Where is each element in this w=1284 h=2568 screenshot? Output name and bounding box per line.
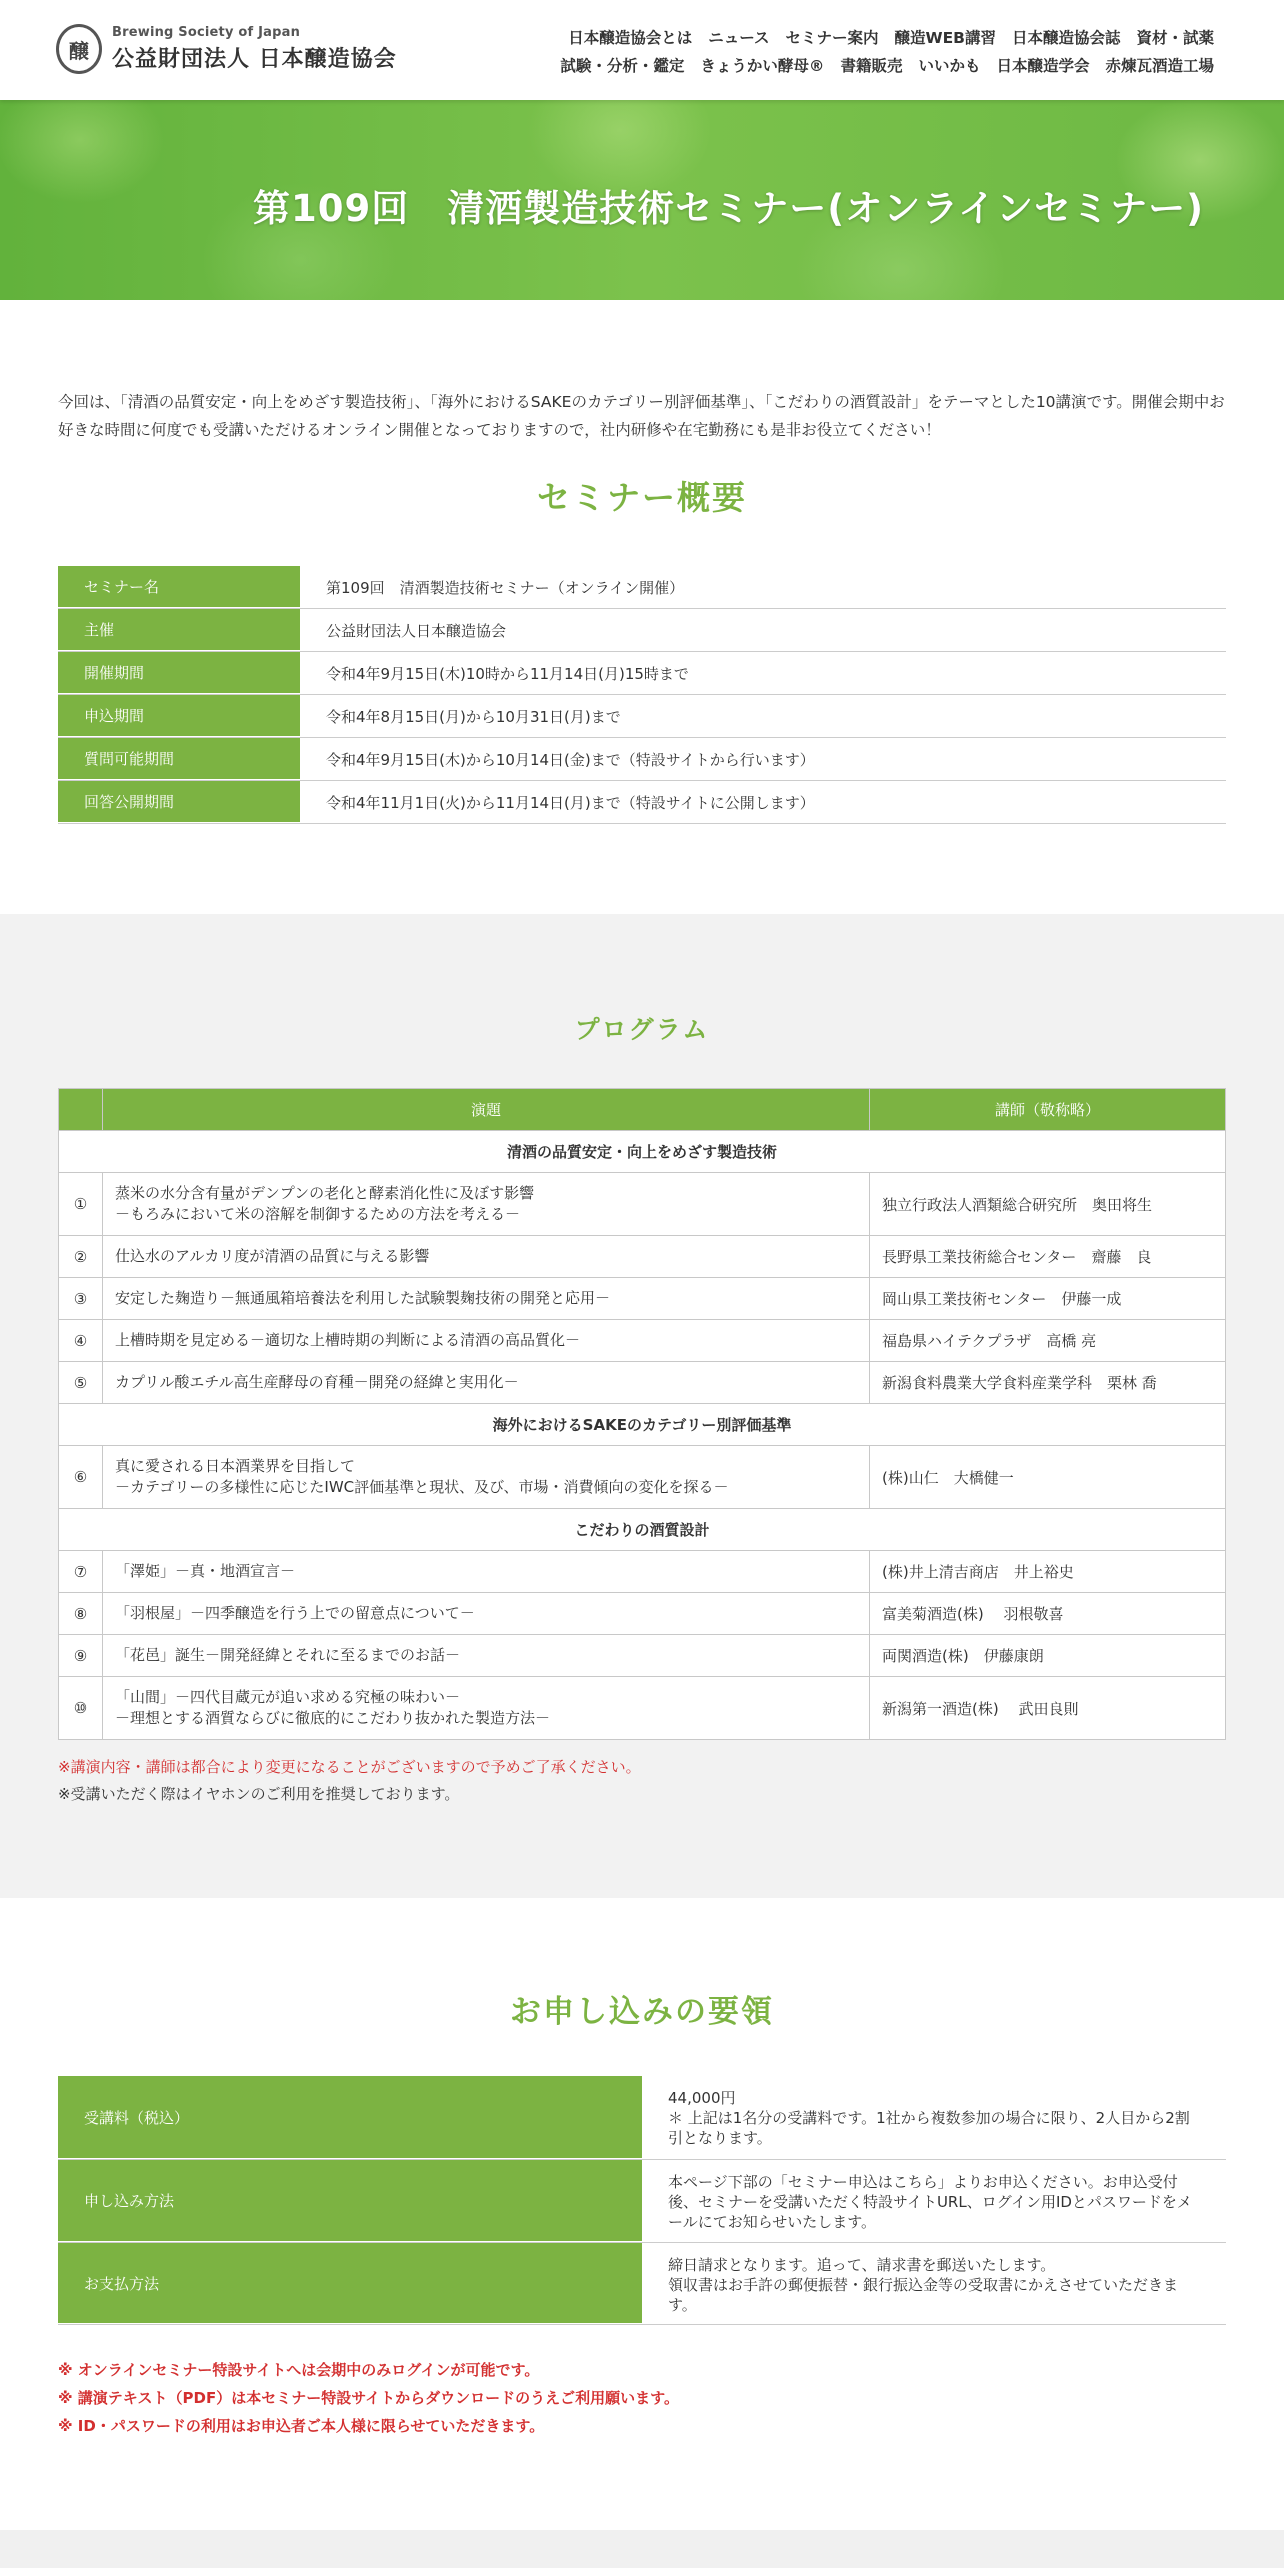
program-title: 「澤姫」－真・地酒宣言－ bbox=[103, 1551, 870, 1593]
receipt-text: 領収書はお手許の郵便振替・銀行振込金等の受取書にかえさせていただきます。 bbox=[668, 2276, 1179, 2314]
application-heading: お申し込みの要領 bbox=[510, 1994, 774, 2030]
nav-news[interactable]: ニュース bbox=[708, 29, 770, 47]
overview-label: 質問可能期間 bbox=[58, 738, 300, 780]
nav-books[interactable]: 書籍販売 bbox=[840, 57, 903, 75]
program-category-row bbox=[59, 1131, 1226, 1173]
program-lecturer: 福島県ハイテクプラザ 高橋 亮 bbox=[870, 1320, 1226, 1362]
program-number: ④ bbox=[59, 1320, 103, 1362]
program-category: 清酒の品質安定・向上をめざす製造技術 bbox=[59, 1131, 1226, 1173]
program-title-line: 蒸米の水分含有量がデンプンの老化と酵素消化性に及ぼす影響 bbox=[115, 1184, 535, 1202]
overview-value: 令和4年9月15日(木)から10月14日(金)まで（特設サイトから行います） bbox=[326, 750, 815, 769]
program-title: 「花邑」誕生－開発経緯とそれに至るまでのお話－ bbox=[103, 1635, 870, 1677]
overview-table bbox=[58, 566, 1226, 824]
nav-society[interactable]: 日本醸造学会 bbox=[996, 57, 1090, 75]
overview-label: 主催 bbox=[58, 609, 300, 651]
program-number: ⑧ bbox=[59, 1593, 103, 1635]
nav-about[interactable]: 日本醸造協会とは bbox=[568, 29, 693, 47]
program-col-number bbox=[59, 1089, 103, 1131]
table-row bbox=[59, 1551, 1226, 1593]
table-row bbox=[59, 1677, 1226, 1740]
table-row bbox=[59, 1173, 1226, 1236]
program-category-row bbox=[59, 1509, 1226, 1551]
program-subtitle-line: －もろみにおいて米の溶解を制御するための方法を考える－ bbox=[115, 1205, 521, 1223]
overview-value: 令和4年9月15日(木)10時から11月14日(月)15時まで bbox=[326, 664, 689, 683]
program-number: ⑤ bbox=[59, 1362, 103, 1404]
program-subtitle-line: －理想とする酒質ならびに徹底的にこだわり抜かれた製造方法－ bbox=[115, 1709, 551, 1727]
overview-label: 開催期間 bbox=[58, 652, 300, 694]
program-lecturer: (株)井上清吉商店 井上裕史 bbox=[870, 1551, 1226, 1593]
program-col-title: 演題 bbox=[103, 1089, 870, 1131]
application-row bbox=[58, 2076, 1226, 2160]
application-notes bbox=[58, 2356, 679, 2440]
hero-banner bbox=[0, 100, 1284, 300]
nav-iikamo[interactable]: いいかも bbox=[918, 57, 981, 75]
overview-value: 令和4年11月1日(火)から11月14日(月)まで（特設サイトに公開します） bbox=[326, 793, 815, 812]
program-number: ⑨ bbox=[59, 1635, 103, 1677]
intro-text: 今回は、「清酒の品質安定・向上をめざす製造技術」、「海外におけるSAKEのカテゴリー別評価基準」、「こだわりの酒質設計」をテーマとした10講演です。開催会期中お好きな時間に何度でも受講いただけるオンライン開催となっておりますので，社内研修や在宅勤務にも是非お役立てください！ bbox=[58, 393, 1225, 439]
overview-label: 申込期間 bbox=[58, 695, 300, 737]
logo-emblem-icon: 醸 bbox=[56, 24, 102, 74]
program-number: ⑩ bbox=[59, 1677, 103, 1740]
application-row bbox=[58, 2160, 1226, 2243]
overview-value: 第109回 清酒製造技術セミナー（オンライン開催） bbox=[326, 578, 685, 597]
overview-row bbox=[58, 738, 1226, 781]
table-row bbox=[59, 1446, 1226, 1509]
overview-value: 令和4年8月15日(月)から10月31日(月)まで bbox=[326, 707, 621, 726]
footer-band bbox=[0, 2530, 1284, 2568]
program-col-lecturer: 講師（敬称略） bbox=[870, 1089, 1226, 1131]
nav-testing[interactable]: 試験・分析・鑑定 bbox=[560, 57, 685, 75]
site-header bbox=[0, 0, 1284, 100]
program-title bbox=[103, 1173, 870, 1236]
application-label: 受講料（税込） bbox=[58, 2076, 642, 2159]
apply-method-text: 本ページ下部の「セミナー申込はこちら」よりお申込ください。お申込受付後、セミナーを受講いただく特設サイトURL、ログイン用IDとパスワードをメールにてお知らせいたします。 bbox=[668, 2173, 1192, 2231]
program-category: 海外におけるSAKEのカテゴリー別評価基準 bbox=[59, 1404, 1226, 1446]
program-title-line: 「山間」－四代目蔵元が追い求める究極の味わい－ bbox=[115, 1688, 461, 1706]
program-change-note: ※講演内容・講師は都合により変更になることがございますので予めご了承ください。 bbox=[58, 1758, 641, 1776]
nav-journal[interactable]: 日本醸造協会誌 bbox=[1011, 29, 1121, 47]
logo-japanese-name: 公益財団法人 日本醸造協会 bbox=[112, 47, 397, 72]
program-title: 「羽根屋」－四季醸造を行う上での留意点について－ bbox=[103, 1593, 870, 1635]
nav-web-course[interactable]: 醸造WEB講習 bbox=[894, 29, 996, 47]
program-title: 上槽時期を見定める－適切な上槽時期の判断による清酒の高品質化－ bbox=[103, 1320, 870, 1362]
site-logo[interactable] bbox=[56, 24, 397, 74]
application-value bbox=[642, 2160, 1226, 2242]
application-row bbox=[58, 2243, 1226, 2325]
nav-brewery[interactable]: 赤煉瓦酒造工場 bbox=[1105, 57, 1214, 75]
application-table bbox=[58, 2076, 1226, 2325]
program-category: こだわりの酒質設計 bbox=[59, 1509, 1226, 1551]
program-lecturer: 長野県工業技術総合センター 齋藤 良 bbox=[870, 1236, 1226, 1278]
table-row bbox=[59, 1362, 1226, 1404]
program-subtitle-line: －カテゴリーの多様性に応じたIWC評価基準と現状、及び、市場・消費傾向の変化を探る－ bbox=[115, 1478, 729, 1496]
table-row bbox=[59, 1320, 1226, 1362]
program-title bbox=[103, 1677, 870, 1740]
payment-text: 締日請求となります。追って、請求書を郵送いたします。 bbox=[668, 2256, 1056, 2274]
earphone-note: ※受講いただく際はイヤホンのご利用を推奨しております。 bbox=[58, 1785, 460, 1803]
overview-row bbox=[58, 609, 1226, 652]
program-category-row bbox=[59, 1404, 1226, 1446]
table-row bbox=[59, 1236, 1226, 1278]
program-number: ③ bbox=[59, 1278, 103, 1320]
id-password-note: ※ ID・パスワードの利用はお申込者ご本人様に限らせていただきます。 bbox=[58, 2417, 545, 2435]
program-number: ⑥ bbox=[59, 1446, 103, 1509]
overview-heading: セミナー概要 bbox=[537, 478, 747, 517]
program-title-line: 真に愛される日本酒業界を目指して bbox=[115, 1457, 356, 1475]
fee-amount: 44,000円 bbox=[668, 2089, 736, 2107]
overview-label: セミナー名 bbox=[58, 566, 300, 608]
nav-materials[interactable]: 資材・試薬 bbox=[1136, 29, 1214, 47]
program-lecturer: (株)山仁 大橋健一 bbox=[870, 1446, 1226, 1509]
table-row bbox=[59, 1278, 1226, 1320]
application-value bbox=[642, 2076, 1226, 2159]
overview-label: 回答公開期間 bbox=[58, 781, 300, 823]
login-note: ※ オンラインセミナー特設サイトへは会期中のみログインが可能です。 bbox=[58, 2361, 540, 2379]
program-lecturer: 新潟食料農業大学食料産業学科 栗林 喬 bbox=[870, 1362, 1226, 1404]
application-value bbox=[642, 2243, 1226, 2324]
program-heading: プログラム bbox=[574, 1015, 710, 1044]
program-notes bbox=[58, 1754, 641, 1808]
program-title: 安定した麹造り－無通風箱培養法を利用した試験製麹技術の開発と応用－ bbox=[103, 1278, 870, 1320]
page-title: 第109回 清酒製造技術セミナー(オンラインセミナー) bbox=[253, 187, 1204, 230]
program-lecturer: 新潟第一酒造(株) 武田良則 bbox=[870, 1677, 1226, 1740]
overview-row bbox=[58, 781, 1226, 824]
logo-english-name: Brewing Society of Japan bbox=[112, 25, 301, 40]
overview-row bbox=[58, 566, 1226, 609]
program-number: ① bbox=[59, 1173, 103, 1236]
overview-value: 公益財団法人日本醸造協会 bbox=[326, 621, 507, 640]
nav-yeast[interactable]: きょうかい酵母® bbox=[700, 57, 825, 75]
program-lecturer: 両関酒造(株) 伊藤康朗 bbox=[870, 1635, 1226, 1677]
program-number: ⑦ bbox=[59, 1551, 103, 1593]
program-lecturer: 富美菊酒造(株) 羽根敬喜 bbox=[870, 1593, 1226, 1635]
overview-row bbox=[58, 652, 1226, 695]
program-title: カプリル酸エチル高生産酵母の育種－開発の経緯と実用化－ bbox=[103, 1362, 870, 1404]
text-download-note: ※ 講演テキスト（PDF）は本セミナー特設サイトからダウンロードのうえご利用願います。 bbox=[58, 2389, 679, 2407]
program-lecturer: 岡山県工業技術センター 伊藤一成 bbox=[870, 1278, 1226, 1320]
table-row bbox=[59, 1593, 1226, 1635]
program-number: ② bbox=[59, 1236, 103, 1278]
fee-note: ＊ 上記は1名分の受講料です。1社から複数参加の場合に限り、2人目から2割引となります。 bbox=[668, 2109, 1190, 2147]
overview-row bbox=[58, 695, 1226, 738]
application-label: お支払方法 bbox=[58, 2243, 642, 2324]
program-lecturer: 独立行政法人酒類総合研究所 奥田将生 bbox=[870, 1173, 1226, 1236]
main-nav bbox=[514, 24, 1214, 80]
program-title bbox=[103, 1446, 870, 1509]
application-label: 申し込み方法 bbox=[58, 2160, 642, 2242]
nav-seminar[interactable]: セミナー案内 bbox=[785, 29, 879, 47]
program-table bbox=[58, 1088, 1226, 1740]
program-header-row bbox=[59, 1089, 1226, 1131]
table-row bbox=[59, 1635, 1226, 1677]
program-title: 仕込水のアルカリ度が清酒の品質に与える影響 bbox=[103, 1236, 870, 1278]
